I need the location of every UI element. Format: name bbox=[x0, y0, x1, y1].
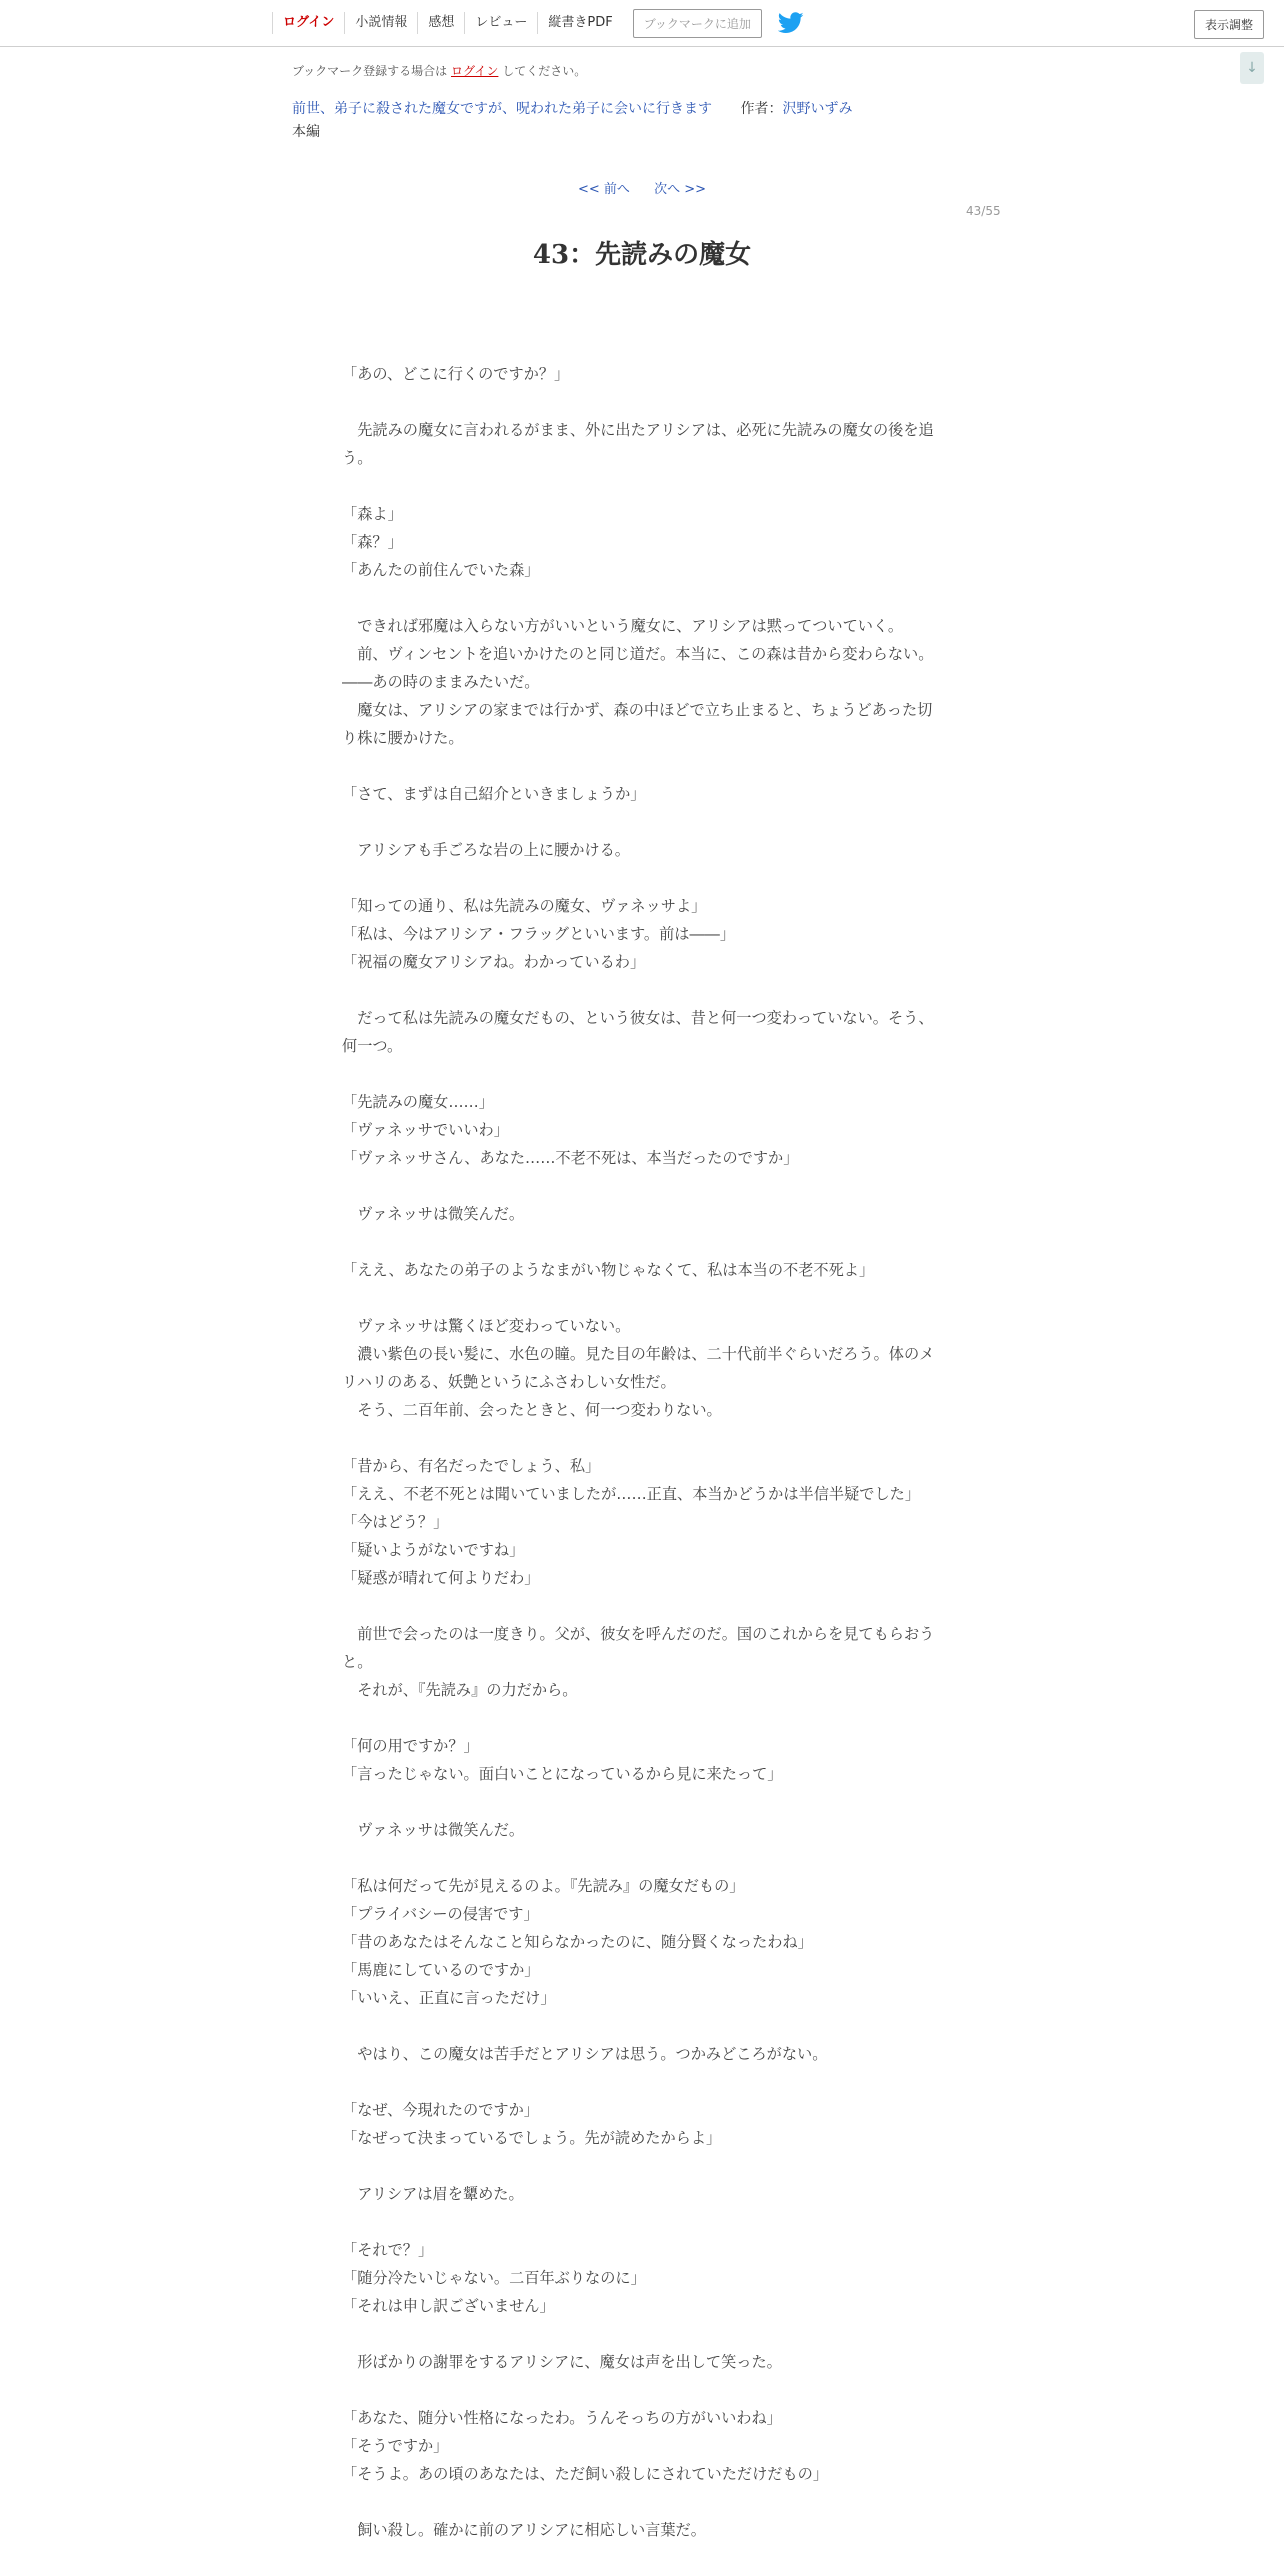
chapter-title: 43：先読みの魔女 bbox=[532, 240, 752, 270]
body-paragraph: 濃い紫色の長い髪に、水色の瞳。見た目の年齢は、二十代前半ぐらいだろう。体のメリハリのある、妖艶というにふさわしい女性だ。 bbox=[342, 1345, 935, 1391]
body-paragraph: それが、『先読み』の力だから。 bbox=[342, 1681, 578, 1699]
body-paragraph: 「あんたの前住んでいた森」 bbox=[342, 561, 540, 579]
login-link[interactable]: ログイン bbox=[272, 12, 344, 34]
body-paragraph: 「今はどう？」 bbox=[342, 1513, 449, 1531]
body-paragraph: ヴァネッサは微笑んだ。 bbox=[342, 1205, 525, 1223]
body-paragraph: 「知っての通り、私は先読みの魔女、ヴァネッサよ」 bbox=[342, 897, 707, 915]
body-paragraph bbox=[342, 1704, 938, 1732]
novel-info-link[interactable]: 小説情報 bbox=[344, 12, 417, 34]
top-navigation-bar bbox=[0, 0, 1284, 47]
body-paragraph bbox=[342, 2488, 938, 2516]
body-paragraph: 「随分冷たいじゃない。二百年ぶりなのに」 bbox=[342, 2269, 646, 2287]
novel-body bbox=[342, 360, 938, 2544]
body-paragraph: 「森？」 bbox=[342, 533, 403, 551]
body-paragraph: 「先読みの魔女……」 bbox=[342, 1093, 494, 1111]
notice-text-before: ブックマーク登録する場合は bbox=[292, 64, 448, 78]
body-paragraph: 「昔から、有名だったでしょう、私」 bbox=[342, 1457, 601, 1475]
impressions-link[interactable]: 感想 bbox=[417, 12, 464, 34]
body-paragraph: 魔女は、アリシアの家までは行かず、森の中ほどで立ち止まると、ちょうどあった切り株に腰かけた。 bbox=[342, 701, 933, 747]
body-paragraph: 「ヴァネッサさん、あなた……不老不死は、本当だったのですか」 bbox=[342, 1149, 799, 1167]
body-paragraph: 「ヴァネッサでいいわ」 bbox=[342, 1121, 509, 1139]
body-paragraph: 「言ったじゃない。面白いことになっているから見に来たって」 bbox=[342, 1765, 783, 1783]
prev-page-link[interactable]: << 前へ bbox=[578, 182, 630, 197]
body-paragraph: 「それで？」 bbox=[342, 2241, 434, 2259]
body-paragraph: 「そうですか」 bbox=[342, 2437, 449, 2455]
body-paragraph: 「ええ、不老不死とは聞いていましたが……正直、本当かどうかは半信半疑でした」 bbox=[342, 1485, 921, 1503]
body-paragraph bbox=[342, 1788, 938, 1816]
body-paragraph: 先読みの魔女に言われるがまま、外に出たアリシアは、必死に先読みの魔女の後を追う。 bbox=[342, 421, 934, 467]
body-paragraph: アリシアも手ごろな岩の上に腰かける。 bbox=[342, 841, 630, 859]
twitter-bird-icon[interactable] bbox=[778, 12, 804, 34]
body-paragraph bbox=[342, 1172, 938, 1200]
body-paragraph bbox=[342, 808, 938, 836]
notice-login-link[interactable]: ログイン bbox=[451, 64, 499, 78]
display-settings-button[interactable]: 表示調整 bbox=[1194, 10, 1264, 39]
vertical-pdf-link[interactable]: 縦書きPDF bbox=[537, 12, 622, 34]
body-paragraph bbox=[342, 752, 938, 780]
review-link[interactable]: レビュー bbox=[464, 12, 537, 34]
body-paragraph: できれば邪魔は入らない方がいいという魔女に、アリシアは黙ってついていく。 bbox=[342, 617, 904, 635]
body-paragraph bbox=[342, 976, 938, 1004]
body-paragraph bbox=[342, 1424, 938, 1452]
body-paragraph: ヴァネッサは微笑んだ。 bbox=[342, 1821, 525, 1839]
body-paragraph: 「何の用ですか？」 bbox=[342, 1737, 479, 1755]
body-paragraph: 「なぜ、今現れたのですか」 bbox=[342, 2101, 539, 2119]
body-paragraph: 「昔のあなたはそんなこと知らなかったのに、随分賢くなったわね」 bbox=[342, 1933, 813, 1951]
body-paragraph: 「ええ、あなたの弟子のようなまがい物じゃなくて、私は本当の不老不死よ」 bbox=[342, 1261, 875, 1279]
body-paragraph bbox=[342, 864, 938, 892]
body-paragraph: 「そうよ。あの頃のあなたは、ただ飼い殺しにされていただけだもの」 bbox=[342, 2465, 828, 2483]
body-paragraph: 「疑いようがないですね」 bbox=[342, 1541, 525, 1559]
body-paragraph: 「それは申し訳ございません」 bbox=[342, 2297, 555, 2315]
body-paragraph bbox=[342, 2376, 938, 2404]
body-paragraph: 飼い殺し。確かに前のアリシアに相応しい言葉だ。 bbox=[342, 2521, 706, 2539]
body-paragraph: 前世で会ったのは一度きり。父が、彼女を呼んだのだ。国のこれからを見てもらおうと。 bbox=[342, 1625, 935, 1671]
next-page-link[interactable]: 次へ >> bbox=[654, 182, 706, 197]
add-bookmark-button[interactable]: ブックマークに追加 bbox=[633, 9, 762, 38]
bookmark-login-notice bbox=[292, 62, 586, 79]
body-paragraph: 「私は、今はアリシア・フラッグといいます。前は――」 bbox=[342, 925, 736, 943]
body-paragraph bbox=[342, 388, 938, 416]
page-counter: 43/55 bbox=[966, 204, 1001, 218]
section-label: 本編 bbox=[292, 124, 320, 140]
body-paragraph bbox=[342, 584, 938, 612]
body-paragraph bbox=[342, 2208, 938, 2236]
body-paragraph: 形ばかりの謝罪をするアリシアに、魔女は声を出して笑った。 bbox=[342, 2353, 782, 2371]
main-nav bbox=[272, 0, 804, 46]
body-paragraph: 「森よ」 bbox=[342, 505, 403, 523]
body-paragraph bbox=[342, 2068, 938, 2096]
body-paragraph bbox=[342, 2012, 938, 2040]
body-paragraph: アリシアは眉を顰めた。 bbox=[342, 2185, 524, 2203]
body-paragraph: 「私は何だって先が見えるのよ。『先読み』の魔女だもの」 bbox=[342, 1877, 745, 1895]
scroll-down-icon[interactable]: ↓ bbox=[1240, 52, 1264, 84]
body-paragraph: 「プライバシーの侵害です」 bbox=[342, 1905, 539, 1923]
novel-title-line bbox=[292, 98, 852, 118]
body-paragraph: 「あの、どこに行くのですか？」 bbox=[342, 365, 570, 383]
body-paragraph: そう、二百年前、会ったときと、何一つ変わりない。 bbox=[342, 1401, 722, 1419]
body-paragraph: 「あなた、随分い性格になったわ。うんそっちの方がいいわね」 bbox=[342, 2409, 782, 2427]
body-paragraph bbox=[342, 2152, 938, 2180]
novel-title-link[interactable]: 前世、弟子に殺された魔女ですが、呪われた弟子に会いに行きます bbox=[292, 101, 712, 117]
body-paragraph: 「いいえ、正直に言っただけ」 bbox=[342, 1989, 556, 2007]
author-link[interactable]: 沢野いずみ bbox=[782, 101, 853, 117]
body-paragraph bbox=[342, 1060, 938, 1088]
body-paragraph bbox=[342, 1228, 938, 1256]
author-label: 作者： bbox=[740, 101, 783, 117]
body-paragraph bbox=[342, 2320, 938, 2348]
body-paragraph: 「疑惑が晴れて何よりだわ」 bbox=[342, 1569, 540, 1587]
body-paragraph bbox=[342, 1284, 938, 1312]
pager bbox=[0, 178, 1284, 197]
body-paragraph: だって私は先読みの魔女だもの、という彼女は、昔と何一つ変わっていない。そう、何一つ。 bbox=[342, 1009, 934, 1055]
body-paragraph: 「祝福の魔女アリシアね。わかっているわ」 bbox=[342, 953, 646, 971]
body-paragraph: 「なぜって決まっているでしょう。先が読めたからよ」 bbox=[342, 2129, 722, 2147]
body-paragraph: やはり、この魔女は苦手だとアリシアは思う。つかみどころがない。 bbox=[342, 2045, 828, 2063]
body-paragraph bbox=[342, 1844, 938, 1872]
body-paragraph: 「さて、まずは自己紹介といきましょうか」 bbox=[342, 785, 646, 803]
body-paragraph: 前、ヴィンセントを追いかけたのと同じ道だ。本当に、この森は昔から変わらない。――あの時のままみたいだ。 bbox=[342, 645, 934, 691]
body-paragraph: 「馬鹿にしているのですか」 bbox=[342, 1961, 540, 1979]
body-paragraph bbox=[342, 1592, 938, 1620]
body-paragraph bbox=[342, 472, 938, 500]
body-paragraph: ヴァネッサは驚くほど変わっていない。 bbox=[342, 1317, 631, 1335]
notice-text-after: してください。 bbox=[502, 64, 587, 78]
